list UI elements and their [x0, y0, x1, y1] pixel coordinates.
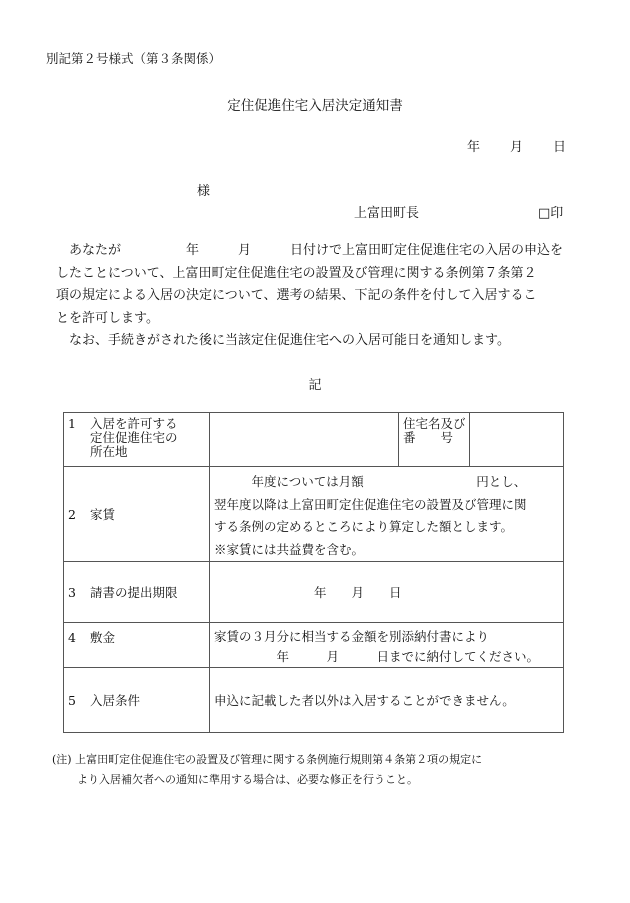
footnote — [52, 750, 482, 790]
label-text: 請書の提出期限 — [90, 585, 178, 600]
seal-mark: □印 — [538, 206, 564, 221]
row-number: 3 — [68, 585, 76, 600]
rent-label — [64, 467, 210, 562]
date-year: 年 — [467, 140, 481, 155]
label-line: 番 号 — [403, 430, 454, 445]
table-row — [64, 413, 564, 467]
date-month: 月 — [510, 140, 524, 155]
condition-value — [210, 668, 564, 733]
issuer-name: 上富田町長 — [354, 206, 420, 221]
deposit-label — [64, 623, 210, 668]
ki-heading: 記 — [308, 378, 322, 393]
table-row — [64, 467, 564, 562]
label-line: 定住促進住宅の — [90, 430, 178, 445]
body-line: したことについて、上富田町定住促進住宅の設置及び管理に関する条例第７条第２ — [56, 265, 537, 281]
condition-label — [64, 668, 210, 733]
deadline-value — [210, 562, 564, 623]
row-number: 5 — [68, 693, 76, 708]
deadline-label — [64, 562, 210, 623]
value-text: 申込に記載した者以外は入居することができません。 — [214, 693, 515, 708]
form-id: 別記第２号様式（第３条関係） — [46, 51, 222, 66]
deposit-value — [210, 623, 564, 668]
conditions-table — [63, 412, 564, 733]
date-day: 日 — [553, 140, 567, 155]
recipient-suffix: 様 — [197, 184, 211, 199]
label-text: 家賃 — [90, 507, 116, 522]
label-line: 入居を許可する — [90, 416, 178, 431]
value-line: 翌年度以降は上富田町定住促進住宅の設置及び管理に関 — [214, 496, 527, 512]
rent-value — [210, 467, 564, 562]
footnote-line: より入居補欠者への通知に準用する場合は、必要な修正を行うこと。 — [77, 773, 418, 786]
address-value — [210, 413, 399, 467]
document-title: 定住促進住宅入居決定通知書 — [227, 98, 403, 114]
value-line: 年 月 日までに納付してください。 — [214, 649, 540, 664]
value-line: 年度については月額 円とし、 — [214, 474, 527, 489]
body-line: とを許可します。 — [56, 310, 159, 326]
footnote-line: (注) 上富田町定住促進住宅の設置及び管理に関する条例施行規則第４条第２項の規定に — [52, 753, 483, 766]
body-line: あなたが 年 月 日付けで上富田町定住促進住宅の入居の申込を — [56, 243, 564, 258]
housing-name-label — [399, 413, 470, 467]
value-line: 家賃の３月分に相当する金額を別添納付書により — [214, 629, 490, 644]
row-number: 2 — [68, 507, 76, 522]
value-line: する条例の定めるところにより算定した額とします。 — [214, 519, 514, 534]
housing-name-value — [470, 413, 564, 467]
label-text: 入居条件 — [90, 693, 141, 708]
row1-label — [64, 413, 210, 467]
label-text: 敷金 — [90, 630, 116, 645]
table-row — [64, 668, 564, 733]
table-row — [64, 623, 564, 668]
value-text: 年 月 日 — [214, 585, 402, 600]
notice-body — [56, 240, 584, 353]
body-line: なお、手続きがされた後に当該定住促進住宅への入居可能日を通知します。 — [56, 333, 510, 348]
label-line: 所在地 — [90, 444, 128, 459]
table-row — [64, 562, 564, 623]
row-number: 4 — [68, 630, 76, 645]
body-line: 項の規定による入居の決定について、選考の結果、下記の条件を付して入居するこ — [56, 288, 537, 303]
label-line: 住宅名及び — [403, 416, 466, 431]
value-line: ※家賃には共益費を含む。 — [214, 541, 365, 557]
row-number: 1 — [68, 416, 76, 431]
